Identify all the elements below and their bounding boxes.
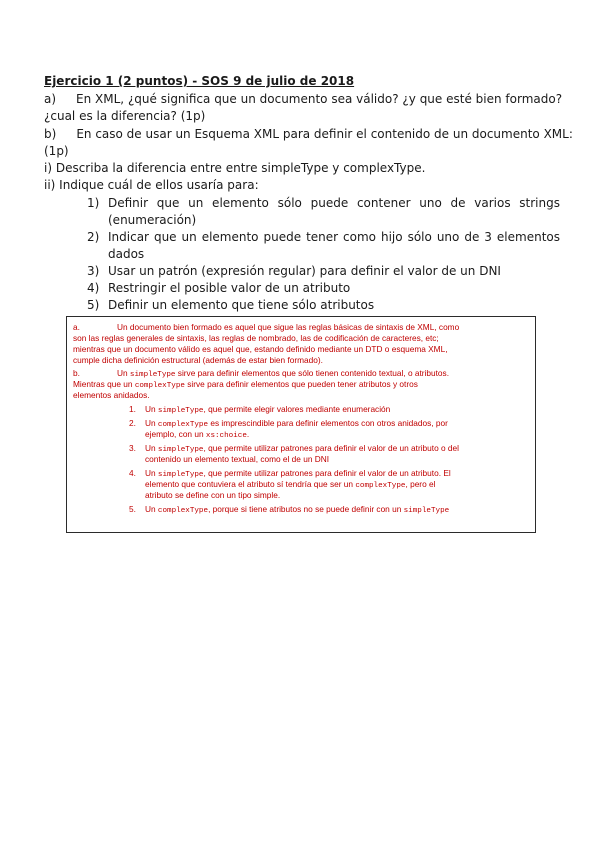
- subquestion-ii: ii) Indique cuál de ellos usaría para:: [44, 178, 259, 192]
- list-item: 2) Indicar que un elemento puede tener como hijo sólo uno de 3 elementos dados: [87, 230, 560, 261]
- answer-a-line4: cumple dicha definición estructural (además de estar bien formado).: [73, 355, 323, 365]
- usage-list: [80, 195, 560, 314]
- question-b-line2: (1p): [44, 144, 69, 158]
- question-a-line2: ¿cual es la diferencia? (1p): [44, 109, 206, 123]
- answer-b-line2: Mientras que un complexType sirve para definir elementos que pueden tener atributos y otros: [73, 379, 418, 390]
- exercise-title: Ejercicio 1 (2 puntos) - SOS 9 de julio de 2018: [44, 74, 355, 88]
- answer-b-line1: b. Un simpleType sirve para definir elementos que sólo tienen contenido textual, o atributos.: [73, 368, 450, 379]
- list-item: 4) Restringir el posible valor de un atributo: [87, 281, 351, 295]
- answer-a-line1: a. Un documento bien formado es aquel que sigue las reglas básicas de sintaxis de XML, como: [73, 322, 460, 332]
- answer-a-line2: son las reglas generales de sintaxis, las reglas de nombrado, las de codificación de caracteres, etc;: [73, 333, 439, 343]
- list-item: 5) Definir un elemento que tiene sólo atributos: [87, 298, 375, 312]
- question-a-label: a): [44, 92, 57, 106]
- question-a-line1: [44, 92, 563, 106]
- list-item: 1) Definir que un elemento sólo puede contener uno de varios strings (enumeración): [87, 196, 560, 227]
- answer-b-line3: elementos anidados.: [73, 390, 150, 400]
- answer-box: a. Un documento bien formado es aquel que sigue las reglas básicas de sintaxis de XML, como son las reglas generales de sintaxis, las reglas de nombrado, las de codificación de caracteres, etc; mientras que un documento válido es aquel que, estando definido mediante un DTD o esquema XML, cumple dicha definición estructural (además de estar bien formado). b. Un simpleType sirve para definir elementos que sólo tienen contenido textual, o atributos. Mientras que un complexType sirve para definir elementos que pueden tener atributos y otros elementos anidados. 1. Un simpleType, que permite elegir valores mediante enumeración 2. Un complexType es imprescindible para definir elementos con otros anidados, por ejemplo, con un xs:choice. 3. Un simpleType, que permite utilizar patrones para definir el valor de un atributo o del contenido un elemento textual, como el de un DNI 4. Un simpleType, que permite utilizar patrones para definir el valor de un atributo. El elemento que contuviera el atributo sí tendría que ser un complexType, pero el atributo se define con un tipo simple. 5. Un complexType, porque si tiene atributos no se puede definir con un simpleType: [66, 316, 536, 533]
- question-b-label: b): [44, 127, 57, 141]
- list-item: 3) Usar un patrón (expresión regular) para definir el valor de un DNI: [87, 264, 501, 278]
- question-a-text: En XML, ¿qué significa que un documento sea válido? ¿y que esté bien formado?: [76, 92, 563, 106]
- subquestion-i: i) Describa la diferencia entre entre simpleType y complexType.: [44, 161, 426, 175]
- answer-a-line3: mientras que un documento válido es aquel que, estando definido mediante un DTD o esquema XML,: [73, 344, 448, 354]
- question-b-line1: [44, 127, 573, 141]
- question-b-text: En caso de usar un Esquema XML para definir el contenido de un documento XML:: [76, 127, 573, 141]
